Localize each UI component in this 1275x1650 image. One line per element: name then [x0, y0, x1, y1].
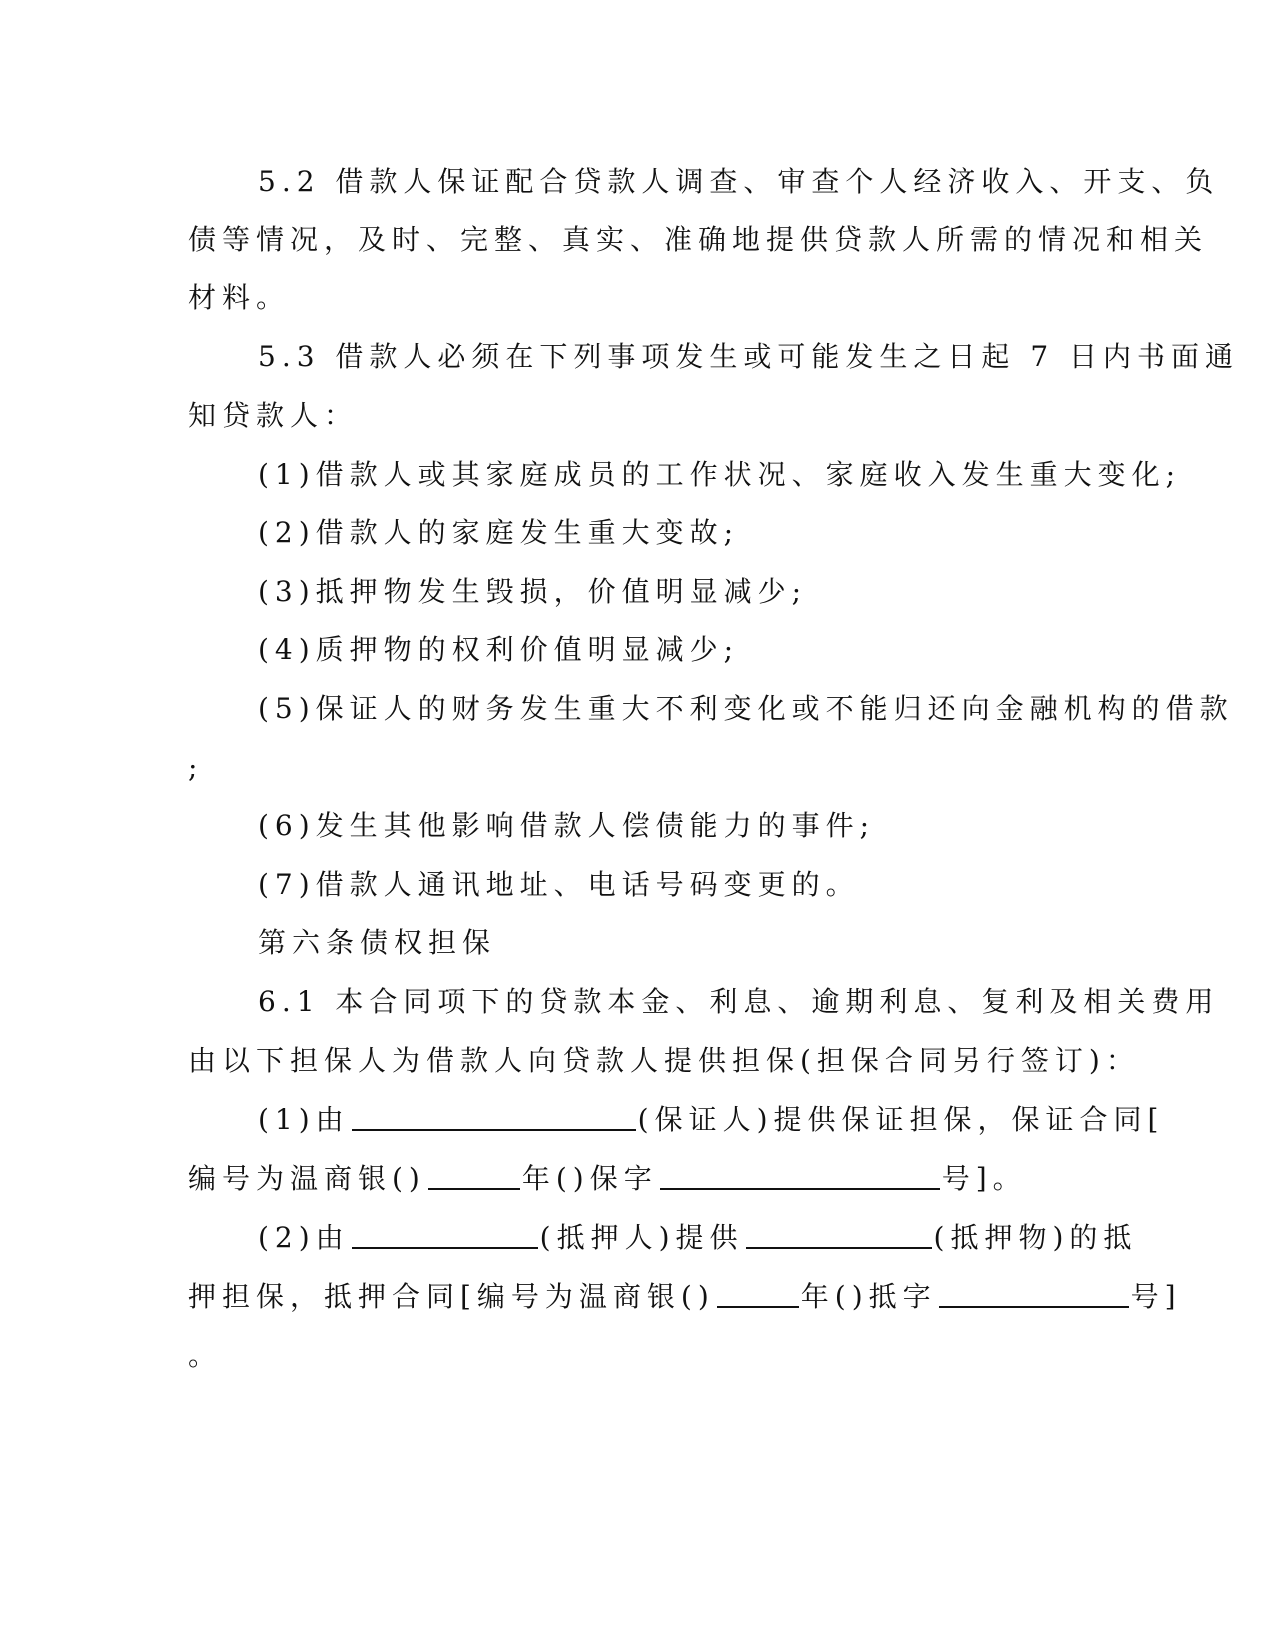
para-5-2-line-1: 5.2 借款人保证配合贷款人调查、审查个人经济收入、开支、负	[258, 165, 1220, 198]
guarantee-2-prefix: (2)由	[258, 1221, 350, 1254]
guarantee-2-line-1	[258, 1218, 1137, 1258]
guarantee-2-contract-prefix: 押担保，抵押合同[编号为温商银()	[188, 1280, 715, 1313]
guarantee-2-mortgagor-text: (抵押人)提供	[539, 1221, 744, 1254]
mortgage-year-blank-field[interactable]	[717, 1280, 799, 1308]
collateral-blank-field[interactable]	[746, 1221, 932, 1249]
list-item-3: (3)抵押物发生毁损，价值明显减少;	[258, 575, 808, 608]
guarantee-1-line-1	[258, 1100, 1164, 1140]
list-item-2: (2)借款人的家庭发生重大变故;	[258, 516, 740, 549]
guarantee-2-year-text: 年()抵字	[800, 1280, 937, 1313]
guarantee-1-year-text: 年()保字	[521, 1162, 658, 1195]
list-item-7: (7)借款人通讯地址、电话号码变更的。	[258, 868, 860, 901]
guarantee-2-line-3: 。	[188, 1339, 223, 1372]
list-item-5-continuation: ;	[188, 751, 204, 784]
mortgagor-blank-field[interactable]	[352, 1221, 538, 1249]
para-5-2-line-2: 债等情况，及时、完整、真实、准确地提供贷款人所需的情况和相关	[188, 223, 1209, 256]
guarantee-2-line-2	[188, 1277, 1182, 1317]
guarantee-1-text: (保证人)提供保证担保，保证合同[	[637, 1103, 1165, 1136]
guarantee-number-blank-field[interactable]	[660, 1162, 940, 1190]
guarantee-2-collateral-text: (抵押物)的抵	[933, 1221, 1138, 1254]
article-6-heading: 第六条债权担保	[258, 926, 497, 959]
para-5-3-line-1: 5.3 借款人必须在下列事项发生或可能发生之日起 7 日内书面通	[258, 340, 1240, 373]
list-item-6: (6)发生其他影响借款人偿债能力的事件;	[258, 809, 876, 842]
guarantee-year-blank-field[interactable]	[428, 1162, 520, 1190]
mortgage-number-blank-field[interactable]	[939, 1280, 1129, 1308]
guarantee-1-suffix: 号]。	[941, 1162, 1027, 1195]
para-6-1-line-1: 6.1 本合同项下的贷款本金、利息、逾期利息、复利及相关费用	[258, 985, 1220, 1018]
para-5-2-line-3: 材料。	[188, 281, 291, 314]
para-5-3-line-2: 知贷款人：	[188, 399, 359, 432]
guarantee-1-prefix: (1)由	[258, 1103, 350, 1136]
para-6-1-line-2: 由以下担保人为借款人向贷款人提供担保(担保合同另行签订)：	[188, 1044, 1140, 1077]
list-item-5: (5)保证人的财务发生重大不利变化或不能归还向金融机构的借款	[258, 692, 1234, 725]
guarantee-1-line-2	[188, 1159, 1027, 1199]
guarantee-1-contract-prefix: 编号为温商银()	[188, 1162, 426, 1195]
list-item-1: (1)借款人或其家庭成员的工作状况、家庭收入发生重大变化;	[258, 458, 1182, 491]
list-item-4: (4)质押物的权利价值明显减少;	[258, 633, 740, 666]
guarantor-blank-field[interactable]	[352, 1103, 636, 1131]
guarantee-2-suffix: 号]	[1130, 1280, 1182, 1313]
